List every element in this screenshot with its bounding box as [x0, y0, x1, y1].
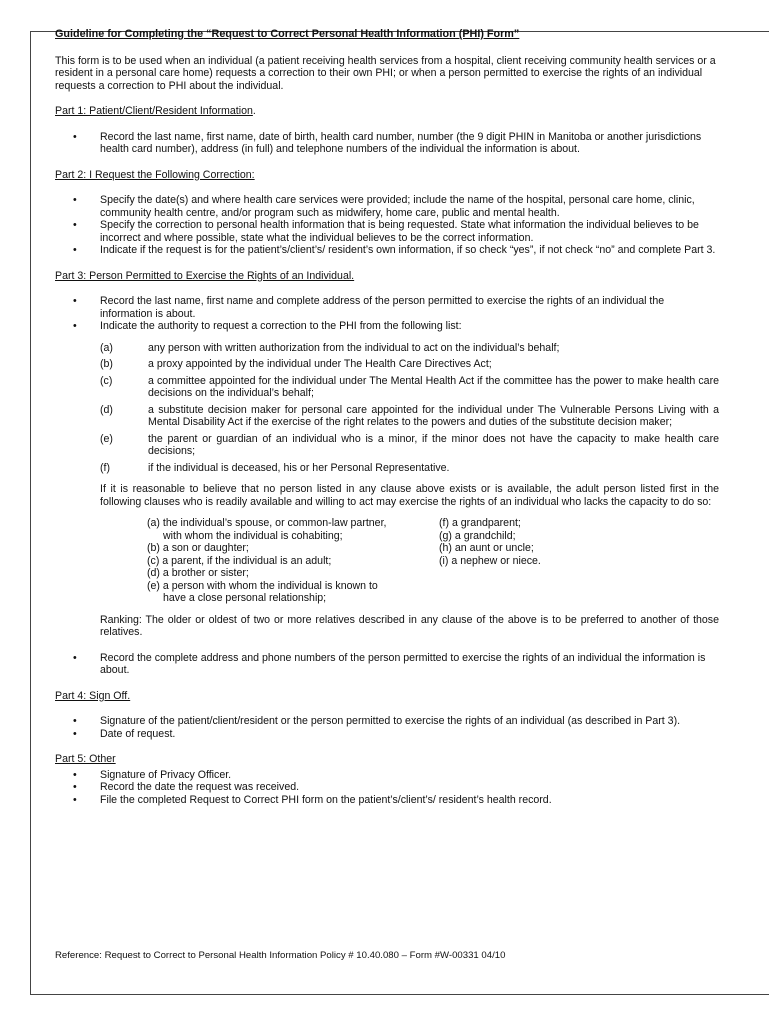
- part4-list: [55, 715, 719, 740]
- relatives-column-right: (f) a grandparent; (g) a grandchild; (h) an aunt or uncle; (i) a nephew or niece.: [439, 517, 541, 567]
- list-item: • Signature of the patient/client/resident or the person permitted to exercise the rights of an individual (as described in Part 3).: [55, 715, 719, 728]
- clause-item: (a) any person with written authorization from the individual to act on the individual’s behalf;: [100, 341, 560, 354]
- document-body: [55, 28, 719, 806]
- part3-list-final: [55, 652, 719, 677]
- authority-clauses: [100, 342, 719, 475]
- part2-heading: Part 2: I Request the Following Correction:: [55, 168, 255, 181]
- list-item: • Date of request.: [55, 728, 719, 741]
- list-item: • Record the last name, first name, date of birth, health card number, number (the 9 digit PHIN in Manitoba or another jurisdictions health card number), address (in full) and telephone numbers of the individual the information is about.: [55, 131, 719, 156]
- clause-item: (c) a committee appointed for the individual under The Mental Health Act if the committee has the power to make health care decisions on the individual’s behalf;: [100, 374, 719, 399]
- clause-item: (f) if the individual is deceased, his or her Personal Representative.: [100, 461, 450, 474]
- list-item: • Specify the date(s) and where health care services were provided; include the name of the hospital, personal care home, clinic, community health centre, and/or program such as midwifery, home care, public and mental health.: [55, 194, 719, 219]
- intro-paragraph: This form is to be used when an individual (a patient receiving health services from a hospital, client receiving community health services or a resident in a personal care home) requests a correction to their own PHI; or when a person permitted to exercise the rights of an individual requests a correction to PHI about the individual.: [55, 54, 716, 92]
- list-item: • Record the date the request was received.: [55, 781, 719, 794]
- part5-list: [55, 769, 719, 807]
- part1-heading: Part 1: Patient/Client/Resident Information.: [55, 105, 256, 117]
- list-item: • Record the last name, first name and complete address of the person permitted to exercise the rights of an individual the information is about.: [55, 295, 719, 320]
- part4-heading: Part 4: Sign Off.: [55, 689, 131, 702]
- list-item: • File the completed Request to Correct PHI form on the patient’s/client’s/ resident’s health record.: [55, 794, 719, 807]
- part3-list: [55, 295, 719, 333]
- reasonable-paragraph: If it is reasonable to believe that no person listed in any clause above exists or is available, the adult person listed first in the following clauses who is readily available and willing to act may exercise the rights of an individual who lacks the capacity to do so:: [100, 483, 719, 508]
- part3-heading: Part 3: Person Permitted to Exercise the Rights of an Individual.: [55, 269, 355, 282]
- list-item: • Indicate the authority to request a correction to the PHI from the following list:: [55, 320, 719, 333]
- relatives-column-left: (a) the individual’s spouse, or common-law partner, with whom the individual is cohabiting; (b) a son or daughter; (c) a parent, if the individual is an adult; (d) a brother or sister; (e) a person with whom the individual is known to have a close personal relationship;: [147, 517, 387, 604]
- clause-item: (d) a substitute decision maker for personal care appointed for the individual under The Vulnerable Persons Living with a Mental Disability Act if the exercise of the right relates to the powers and duties of the substitute decision maker;: [100, 403, 719, 428]
- clause-item: (e) the parent or guardian of an individual who is a minor, if the minor does not have the capacity to make health care decisions;: [100, 432, 719, 457]
- part2-list: [55, 194, 719, 257]
- clause-item: (b) a proxy appointed by the individual under The Health Care Directives Act;: [100, 358, 492, 370]
- list-item: • Indicate if the request is for the patient’s/client’s/ resident’s own information, if so check “yes”, if not check “no” and complete Part 3.: [55, 244, 719, 257]
- part1-list: [55, 131, 719, 156]
- part5-heading: Part 5: Other: [55, 753, 116, 765]
- list-item: • Specify the correction to personal health information that is being requested. State what information the individual believes to be incorrect and where possible, state what the individual believes to be the correct information.: [55, 219, 719, 244]
- page-title: Guideline for Completing the “Request to Correct Personal Health Information (PHI) Form”: [55, 28, 520, 40]
- relatives-list: [147, 517, 719, 605]
- list-item: • Record the complete address and phone numbers of the person permitted to exercise the rights of an individual the information is about.: [55, 652, 719, 677]
- ranking-paragraph: Ranking: The older or oldest of two or more relatives described in any clause of the above is to be preferred to another of those relatives.: [100, 613, 719, 638]
- reference-footer: Reference: Request to Correct to Personal Health Information Policy # 10.40.080 – Form #W-00331 04/10: [55, 950, 506, 961]
- list-item: • Signature of Privacy Officer.: [55, 769, 719, 782]
